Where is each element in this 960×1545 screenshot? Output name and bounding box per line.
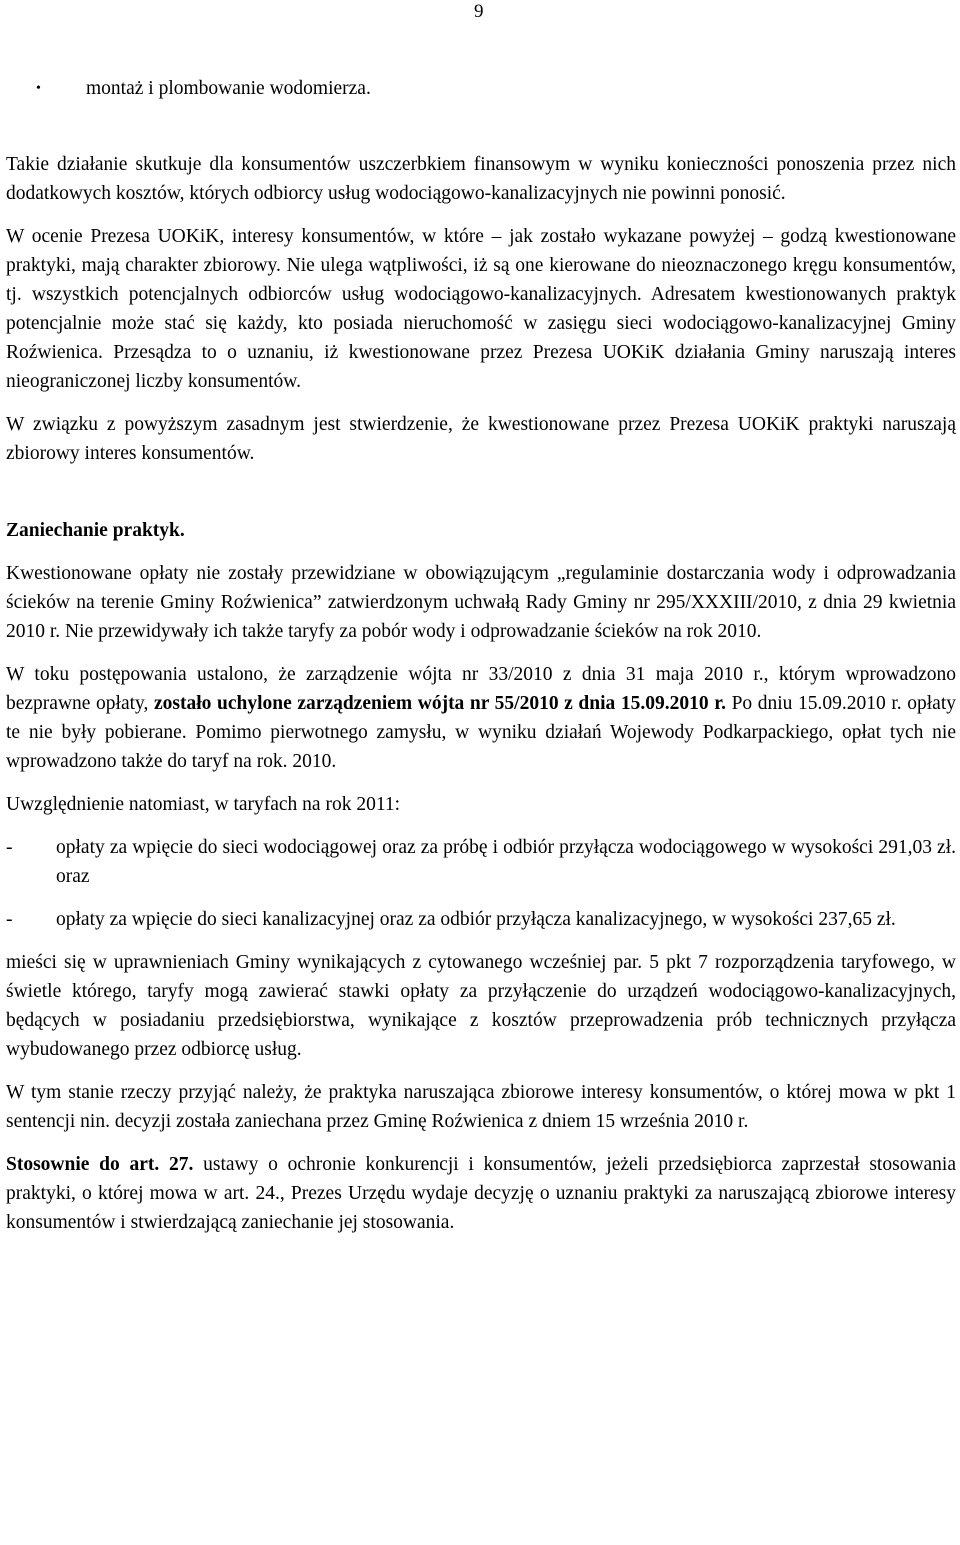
dash-list-item <box>6 905 956 934</box>
bullet-icon: • <box>36 81 41 96</box>
paragraph-article-27-bold: Stosownie do art. 27. <box>6 1154 194 1175</box>
dash-marker: - <box>6 909 13 930</box>
page-number: 9 <box>474 1 484 22</box>
paragraph-proceedings-part1: W toku postępowania ustalono, że zarządzenie wójta nr 33/2010 z dnia 31 maja 2010 r., którym wprowadzono bezprawne opłaty, <box>6 664 956 714</box>
paragraph-proceedings-part2: Po dniu 15.09.2010 r. opłaty te nie były pobierane. Pomimo pierwotnego zamysłu, w wyniku działań Wojewody Podkarpackiego, opłat tych nie wprowadzono także do taryf na rok. 2010. <box>6 693 957 772</box>
bullet-text: montaż i plombowanie wodomierza. <box>86 78 371 99</box>
paragraph-article-27 <box>6 1150 956 1237</box>
paragraph-proceedings <box>6 660 956 776</box>
paragraph-tariffs-2011: Uwzględnienie natomiast, w taryfach na rok 2011: <box>6 794 401 815</box>
paragraph-proceedings-bold: zostało uchylone zarządzeniem wójta nr 55/2010 z dnia 15.09.2010 r. <box>154 693 726 714</box>
paragraph-fees-not-provided: Kwestionowane opłaty nie zostały przewidziane w obowiązującym „regulaminie dostarczania wody i odprowadzania ścieków na terenie Gminy Roźwienica” zatwierdzonym uchwałą Rady Gminy nr 295/XXXIII/2010, z dnia 29 kwietnia 2010 r. Nie przewidywały ich także taryfy za pobór wody i odprowadzanie ścieków na rok 2010. <box>6 563 956 642</box>
paragraph-article-27-text: ustawy o ochronie konkurencji i konsumentów, jeżeli przedsiębiorca zaprzestał stosowania praktyki, o której mowa w art. 24., Prezes Urzędu wydaje decyzję o uznaniu praktyki za naruszającą zbiorowe interesy konsumentów i stwierdzającą zaniechanie jej stosowania. <box>6 1154 957 1233</box>
dash-marker: - <box>6 837 13 858</box>
paragraph-consumer-loss: Takie działanie skutkuje dla konsumentów uszczerbkiem finansowym w wyniku konieczności ponoszenia przez nich dodatkowych kosztów, których odbiorcy usług wodociągowo-kanalizacyjnych nie powinni ponosić. <box>6 154 956 204</box>
dash-text-sewage: opłaty za wpięcie do sieci kanalizacyjnej oraz za odbiór przyłącza kanalizacyjnego, w wysokości 237,65 zł. <box>56 909 896 930</box>
bullet-list-item <box>6 74 956 103</box>
dash-list-item <box>6 833 956 891</box>
paragraph-collective-interest: W ocenie Prezesa UOKiK, interesy konsumentów, w które – jak zostało wykazane powyżej – godzą kwestionowane praktyki, mają charakter zbiorowy. Nie ulega wątpliwości, iż są one kierowane do nieoznaczonego kręgu konsumentów, tj. wszystkich potencjalnych odbiorców usług wodociągowo-kanalizacyjnych. Adresatem kwestionowanych praktyk potencjalnie może stać się każdy, kto posiada nieruchomość w zasięgu sieci wodociągowo-kanalizacyjnej Gminy Roźwienica. Przesądza to o uznaniu, iż kwestionowane przez Prezesa UOKiK działania Gminy naruszają interes nieograniczonej liczby konsumentów. <box>6 226 956 392</box>
document-body <box>6 74 956 1251</box>
paragraph-regulation: mieści się w uprawnieniach Gminy wynikających z cytowanego wcześniej par. 5 pkt 7 rozporządzenia taryfowego, w świetle którego, taryfy mogą zawierać stawki opłaty za przyłączenie do urządzeń wodociągowo-kanalizacyjnych, będących w posiadaniu przedsiębiorstwa, wynikające z kosztów przeprowadzenia prób technicznych przyłącza wybudowanego przez odbiorcę usług. <box>6 952 956 1060</box>
section-heading: Zaniechanie praktyk. <box>6 520 185 541</box>
dash-text-water: opłaty za wpięcie do sieci wodociągowej oraz za próbę i odbiór przyłącza wodociągowego w wysokości 291,03 zł. oraz <box>56 837 956 887</box>
paragraph-conclusion: W związku z powyższym zasadnym jest stwierdzenie, że kwestionowane przez Prezesa UOKiK praktyki naruszają zbiorowy interes konsumentów. <box>6 414 956 464</box>
paragraph-abandonment: W tym stanie rzeczy przyjąć należy, że praktyka naruszająca zbiorowe interesy konsumentów, o której mowa w pkt 1 sentencji nin. decyzji została zaniechana przez Gminę Roźwienica z dniem 15 września 2010 r. <box>6 1082 956 1132</box>
